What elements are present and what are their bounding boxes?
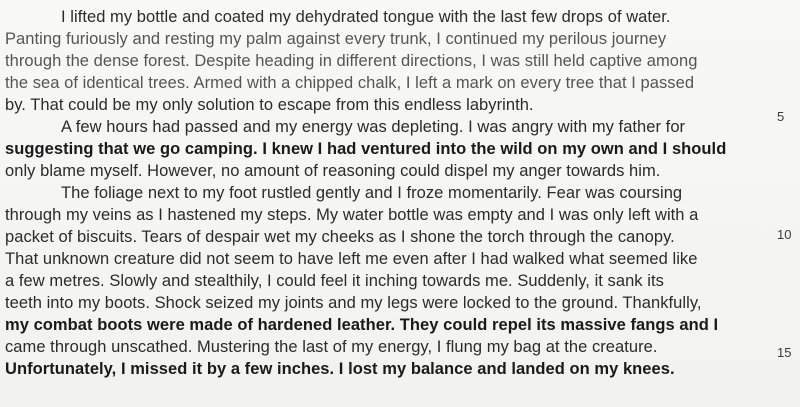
passage-line: the sea of identical trees. Armed with a chipped chalk, I left a mark on every tree that I passed xyxy=(5,74,695,92)
passage-line: Panting furiously and resting my palm against every trunk, I continued my perilous journey xyxy=(5,30,667,48)
passage-line: my combat boots were made of hardened leather. They could repel its massive fangs and I xyxy=(5,316,719,334)
line-number: 10 xyxy=(777,227,792,242)
passage-line: That unknown creature did not seem to have left me even after I had walked what seemed like xyxy=(5,250,698,268)
passage-text xyxy=(5,6,757,380)
passage-line: a few metres. Slowly and stealthily, I could feel it inching towards me. Suddenly, it sank its xyxy=(5,272,664,290)
passage-line: A few hours had passed and my energy was depleting. I was angry with my father for xyxy=(61,118,686,136)
passage-line: came through unscathed. Mustering the last of my energy, I flung my bag at the creature. xyxy=(5,338,658,356)
passage-line: through the dense forest. Despite heading in different directions, I was still held captive among xyxy=(5,52,698,70)
line-number: 5 xyxy=(777,109,785,124)
passage-line: I lifted my bottle and coated my dehydrated tongue with the last few drops of water. xyxy=(61,8,671,26)
passage-line: teeth into my boots. Shock seized my joints and my legs were locked to the ground. Thankfully, xyxy=(5,294,702,312)
passage-line: through my veins as I hastened my steps. My water bottle was empty and I was only left with a xyxy=(5,206,699,224)
passage-line: only blame myself. However, no amount of reasoning could dispel my anger towards him. xyxy=(5,162,661,180)
passage-line: suggesting that we go camping. I knew I had ventured into the wild on my own and I should xyxy=(5,140,727,158)
passage-line: by. That could be my only solution to escape from this endless labyrinth. xyxy=(5,96,534,114)
passage-line: Unfortunately, I missed it by a few inches. I lost my balance and landed on my knees. xyxy=(5,360,675,378)
line-number: 15 xyxy=(777,345,792,360)
passage-line: The foliage next to my foot rustled gently and I froze momentarily. Fear was coursing xyxy=(61,184,683,202)
passage-line: packet of biscuits. Tears of despair wet my cheeks as I shone the torch through the canopy. xyxy=(5,228,675,246)
